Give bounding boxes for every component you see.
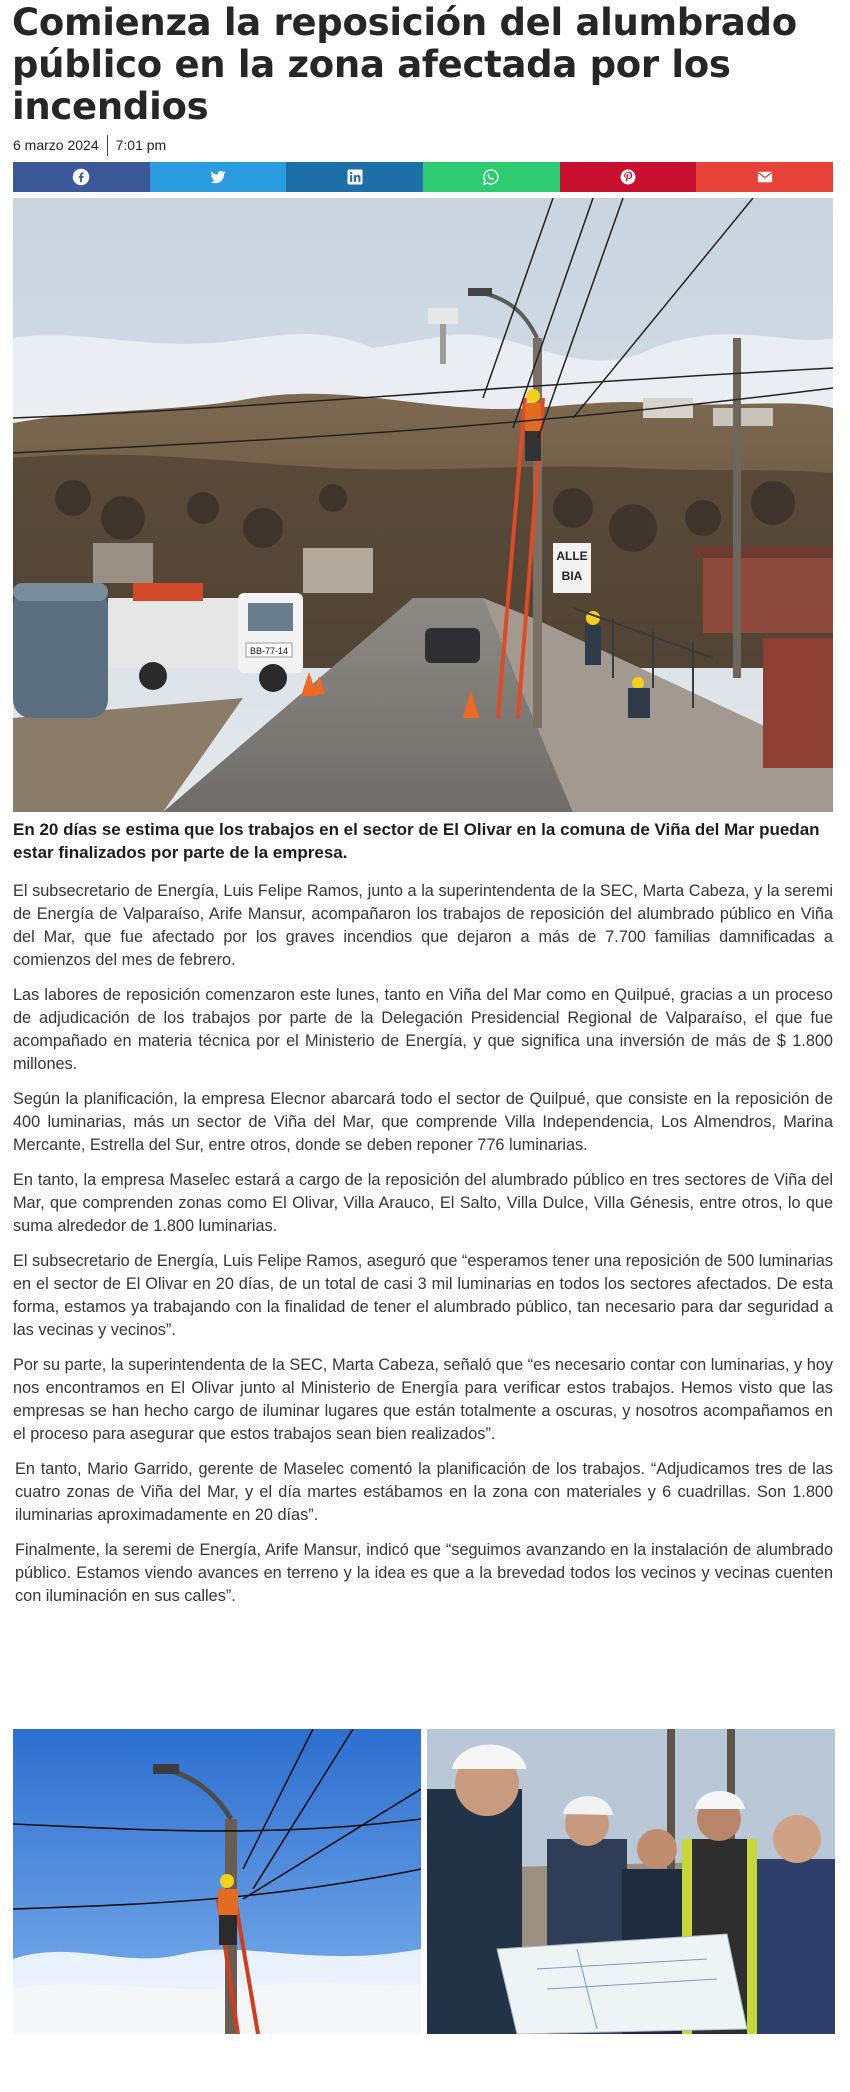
linkedin-icon: [346, 168, 364, 186]
truck-plate: BB-77-14: [249, 646, 289, 656]
share-facebook-button[interactable]: [13, 162, 150, 192]
water-tower: [428, 308, 458, 324]
envelope-icon: [756, 168, 774, 186]
worker-on-ladder: [525, 389, 541, 461]
red-gate: [763, 638, 833, 768]
water-tank: [13, 588, 108, 718]
whatsapp-icon: [482, 168, 500, 186]
share-linkedin-button[interactable]: [286, 162, 423, 192]
street-sign-line1: ALLE: [556, 549, 588, 563]
paragraph-8: Finalmente, la seremi de Energía, Arife Mansur, indicó que “seguimos avanzando en la instalación de alumbrado público. Estamos viendo avances en terreno y la idea es que a la brevedad todos los vecinos y vecinas cuenten con iluminación en sus calles”.: [15, 1541, 833, 1605]
paragraph-7: En tanto, Mario Garrido, gerente de Maselec comentó la planificación de los trabajos. “Adjudicamos tres de las cuatro zonas de Viña del Mar, y el día martes estábamos en la zona con materiales y 6 cuadrillas. Son 1.800 iluminarias aproximadamente en 20 días”.: [15, 1460, 833, 1524]
share-pinterest-button[interactable]: [560, 162, 697, 192]
pinterest-icon: [619, 168, 637, 186]
facebook-icon: [72, 168, 90, 186]
article-title: Comienza la reposición del alumbrado público en la zona afectada por los incendios: [12, 1, 797, 128]
article-meta: [13, 134, 166, 156]
share-twitter-button[interactable]: [150, 162, 287, 192]
share-whatsapp-button[interactable]: [423, 162, 560, 192]
gallery-photo-pole-worker[interactable]: [13, 1729, 421, 2034]
paragraph-3: Según la planificación, la empresa Elecnor abarcará todo el sector de Quilpué, que consiste en la reposición de 400 luminarias, más un sector de Viña del Mar, que comprende Villa Independencia, Los Almendros, Marina Mercante, Estrella del Sur, entre otros, donde se deben reponer 776 luminarias.: [13, 1090, 833, 1154]
article-date: 6 marzo 2024: [13, 137, 99, 153]
article-body: [13, 880, 833, 1620]
utility-pole: [733, 338, 741, 678]
paragraph-2: Las labores de reposición comenzaron este lunes, tanto en Viña del Mar como en Quilpué, gracias a un proceso de adjudicación de los trabajos por parte de la Delegación Presidencial Regional de Valparaíso, el que fue acompañado en materia técnica por el Ministerio de Energía, y que significa una inversión de más de $ 1.800 millones.: [13, 986, 833, 1073]
parked-car: [425, 628, 480, 663]
gallery-photo-officials[interactable]: [427, 1729, 835, 2034]
hero-photo: [13, 198, 833, 812]
article-time: 7:01 pm: [115, 137, 167, 153]
paragraph-1: El subsecretario de Energía, Luis Felipe Ramos, junto a la superintendenta de la SEC, Marta Cabeza, y la seremi de Energía de Valparaíso, Arife Mansur, acompañaron los trabajos de reposición del alumbrado público en Viña del Mar, que fue afectado por los graves incendios que dejaron a más de 7.700 familias damnificadas a comienzos del mes de febrero.: [13, 882, 833, 969]
share-email-button[interactable]: [696, 162, 833, 192]
paragraph-6: Por su parte, la superintendenta de la SEC, Marta Cabeza, señaló que “es necesario contar con luminarias, y hoy nos encontramos en El Olivar junto al Ministerio de Energía para verificar estos trabajos. Hemos visto que las empresas se han hecho cargo de iluminar lugares que están totalmente a oscuras, y nosotros acompañamos en el proceso para asegurar que estos trabajos sean bien realizados”.: [13, 1356, 833, 1443]
photo-gallery: [13, 1729, 835, 2034]
street-sign-line2: BIA: [561, 569, 583, 583]
twitter-icon: [209, 168, 227, 186]
paragraph-5: El subsecretario de Energía, Luis Felipe Ramos, aseguró que “esperamos tener una reposición de 500 luminarias en el sector de El Olivar en 20 días, de un total de casi 3 mil luminarias en todos los sectores afectados. De esta forma, estamos ya trabajando con la finalidad de tener el alumbrado público, tan necesario para dar seguridad a las vecinas y vecinos”.: [13, 1252, 833, 1339]
meta-divider: [107, 135, 108, 156]
photo-caption: En 20 días se estima que los trabajos en el sector de El Olivar en la comuna de Viña del Mar puedan estar finalizados por parte de la empresa.: [13, 820, 820, 862]
paragraph-4: En tanto, la empresa Maselec estará a cargo de la reposición del alumbrado público en tres sectores de Viña del Mar, que comprenden zonas como El Olivar, Villa Arauco, El Salto, Villa Dulce, Villa Génesis, entre otros, lo que suma alrededor de 1.800 luminarias.: [13, 1171, 833, 1235]
share-bar: [13, 162, 833, 192]
